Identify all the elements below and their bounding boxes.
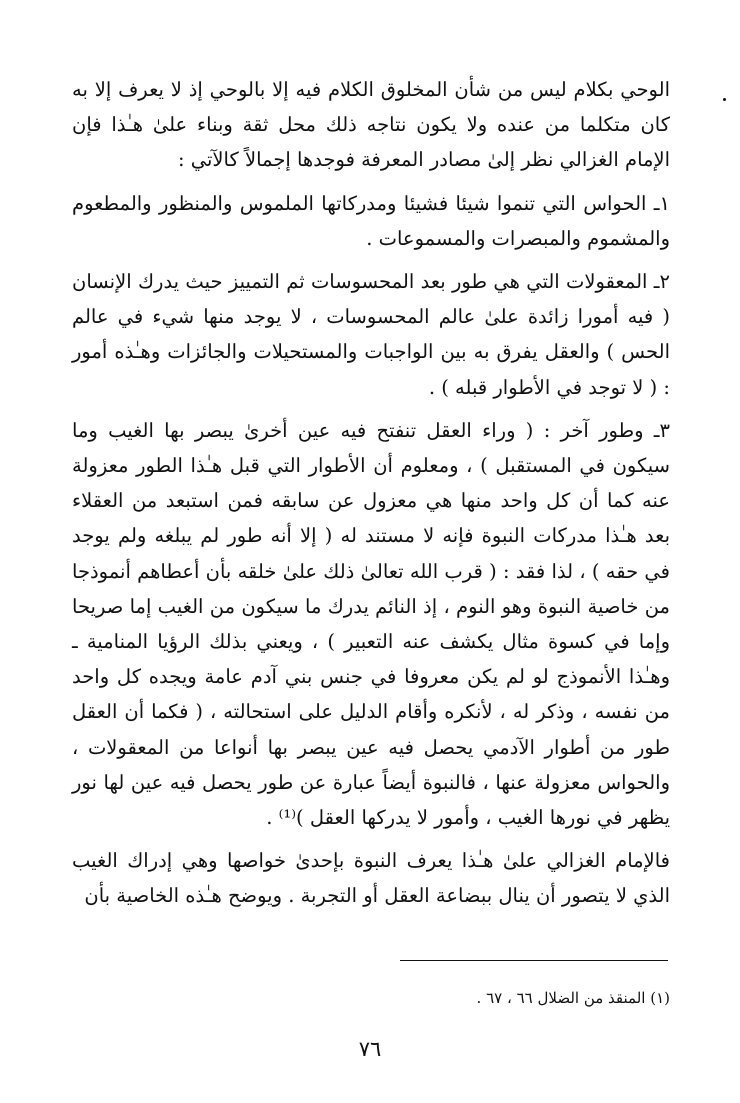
- paragraph-intro: الوحي بكلام ليس من شأن المخلوق الكلام فيه إلا بالوحي إذ لا يعرف إلا به كان متكلما من عنده ولا يكون نتاجه ذلك محل ثقة وبناء علىٰ هـٰذا فإن الإمام الغزالي نظر إلىٰ مصادر المعرفة فوجدها إجمالاً كالآتي :: [72, 78, 670, 172]
- main-text-block: [72, 72, 670, 914]
- paragraph-item-2-intellect: ٢ـ المعقولات التي هي طور بعد المحسوسات ثم التمييز حيث يدرك الإنسان ( فيه أمورا زائدة علىٰ عالم المحسوسات ، لا يوجد منها شيء في عالم الحس ) والعقل يفرق به بين الواجبات والمستحيلات والجائزات وهـٰذه أمور : ( لا توجد في الأطوار قبله ) .: [72, 270, 670, 399]
- footnote-divider: [400, 960, 668, 961]
- page-number: ٧٦: [358, 1037, 382, 1061]
- margin-mark: [723, 98, 726, 101]
- paragraph-item-1-senses: ١ـ الحواس التي تنموا شيئا فشيئا ومدركاتها الملموس والمنظور والمطعوم والمشموم والمبصرات والمسموعات .: [72, 191, 670, 250]
- footnote: (١) المنقذ من الضلال ٦٦ ، ٦٧ .: [476, 989, 670, 1007]
- paragraph-conclusion: فالإمام الغزالي علىٰ هـٰذا يعرف النبوة بإحدىٰ خواصها وهي إدراك الغيب الذي لا يتصور أن ينال ببضاعة العقل أو التجربة . ويوضح هـٰذه الخاصية بأن: [72, 849, 670, 908]
- paragraph-item-3-prophecy: ٣ـ وطور آخر : ( وراء العقل تنفتح فيه عين أخرىٰ يبصر بها الغيب وما سيكون في المستقبل ) ، ومعلوم أن الأطوار التي قبل هـٰذا الطور معزولة عنه كما أن كل واحد منها هي معزول عن سابقه فمن استبعد من العقلاء بعد هـٰذا مدركات النبوة فإنه لا مستند له ( إلا أنه طور لم يبلغه ولم يوجد في حقه ) ، لذا فقد : ( قرب الله تعالىٰ ذلك علىٰ خلقه بأن أعطاهم أنموذجا من خاصية النبوة وهو النوم ، إذ النائم يدرك ما سيكون من الغيب إما صريحا وإما في كسوة مثال يكشف عنه التعبير ) ، ويعني بذلك الرؤيا المنامية ـ وهـٰذا الأنموذج لو لم يكن معروفا في جنس بني آدم عامة ويجده كل واحد من نفسه ، وذكر له ، لأنكره وأقام الدليل على استحالته ، ( فكما أن العقل طور من أطوار الآدمي يحصل فيه عين يبصر بها أنواعا من المعقولات ، والحواس معزولة عنها ، فالنبوة أيضاً عبارة عن طور يحصل فيه عين لها نور يظهر في نورها الغيب ، وأمور لا يدركها العقل )⁽¹⁾ .: [72, 418, 670, 830]
